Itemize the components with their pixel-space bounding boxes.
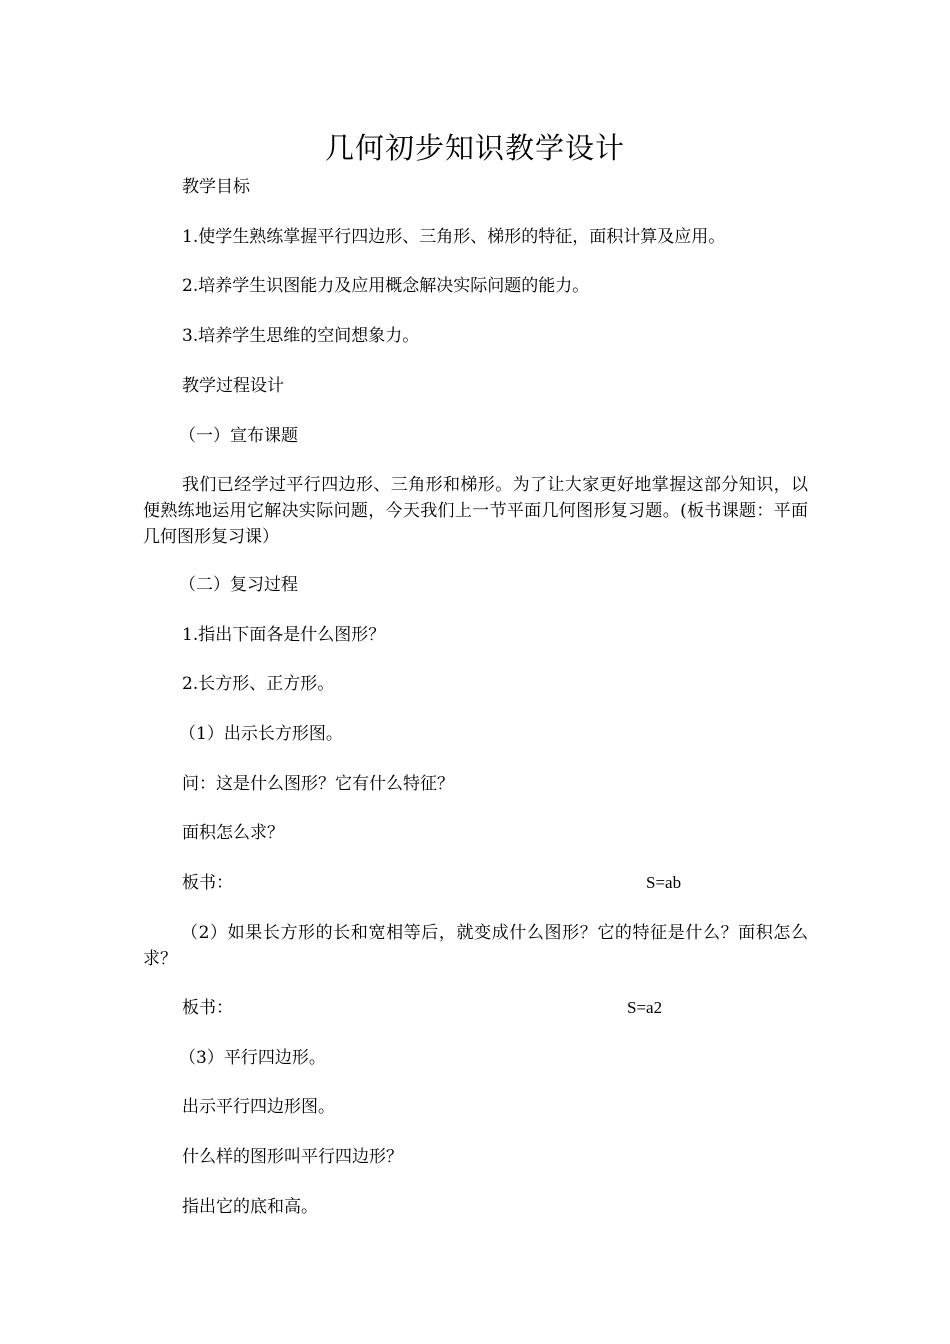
question-area: 面积怎么求？ xyxy=(182,823,284,843)
document-title: 几何初步知识教学设计 xyxy=(324,131,625,165)
item-3: （3）平行四边形。 xyxy=(179,1048,326,1068)
item-1: （1）出示长方形图。 xyxy=(179,724,343,744)
section-heading-1: （一）宣布课题 xyxy=(179,426,298,446)
formula-rectangle-area: S=ab xyxy=(646,873,682,892)
formula-square-area: S=a2 xyxy=(627,998,663,1017)
item-2: （2）如果长方形的长和宽相等后，就变成什么图形？它的特征是什么？面积怎么求？ xyxy=(143,923,808,969)
process-heading: 教学过程设计 xyxy=(182,376,284,396)
goal-3: 3.培养学生思维的空间想象力。 xyxy=(182,326,420,346)
goal-2: 2.培养学生识图能力及应用概念解决实际问题的能力。 xyxy=(182,276,590,296)
step-2: 2.长方形、正方形。 xyxy=(182,674,335,694)
show-parallelogram: 出示平行四边形图。 xyxy=(182,1097,335,1117)
board-label-2: 板书： xyxy=(182,998,233,1018)
goals-heading: 教学目标 xyxy=(182,177,250,197)
question-1: 问：这是什么图形？它有什么特征？ xyxy=(182,774,454,794)
board-label-1: 板书： xyxy=(182,873,233,893)
section-heading-2: （二）复习过程 xyxy=(179,575,298,595)
question-parallelogram: 什么样的图形叫平行四边形？ xyxy=(182,1147,403,1167)
goal-1: 1.使学生熟练掌握平行四边形、三角形、梯形的特征，面积计算及应用。 xyxy=(182,227,726,247)
intro-paragraph: 我们已经学过平行四边形、三角形和梯形。为了让大家更好地掌握这部分知识，以便熟练地运用它解决实际问题，今天我们上一节平面几何图形复习题。(板书课题：平面几何图形复习课） xyxy=(143,475,808,547)
step-1: 1.指出下面各是什么图形？ xyxy=(182,625,386,645)
point-base-height: 指出它的底和高。 xyxy=(182,1197,318,1217)
